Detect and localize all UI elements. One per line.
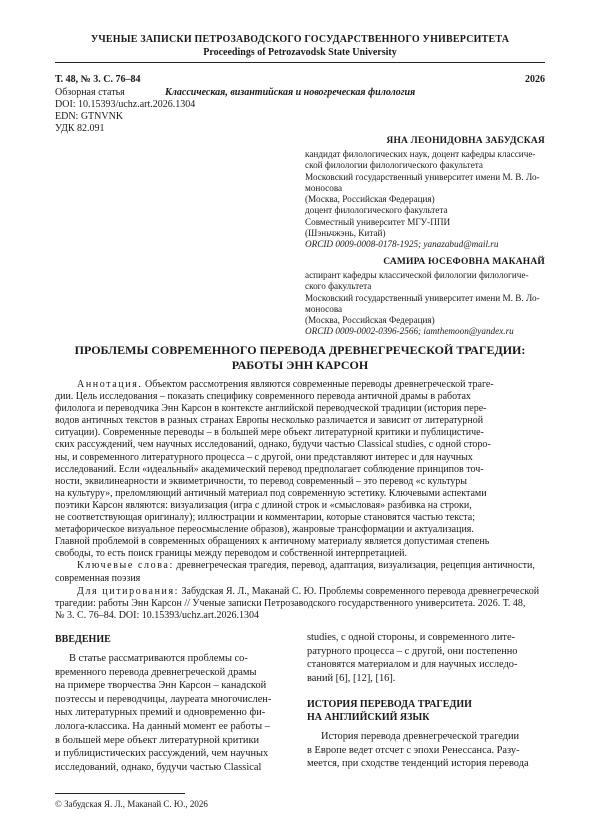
author-2-line: (Москва, Российская Федерация) (305, 315, 435, 326)
abstract-text: Объектом рассмотрения являются современные переводы древнегреческой траге- (145, 379, 494, 390)
author-2-orcid-email[interactable]: ORCID 0009-0002-0396-2566; iamthemoon@yandex.ru (305, 326, 514, 337)
author-1-line: (Москва, Российская Федерация) (305, 194, 435, 205)
intro-line: В статье рассматриваются проблемы со- (69, 653, 248, 664)
abstract-line: метафорическое визуальное переосмысление образов), жанровые трансформации и актуализация. (55, 524, 474, 536)
intro-right-line: studies, с одной стороны, и современного лите- (307, 632, 516, 643)
citation-line-2: трагедии: работы Энн Карсон // Ученые записки Петрозаводского государственного университета. 2026. Т. 48, (55, 597, 526, 609)
copyright: © Забудская Я. Л., Маканай С. Ю., 2026 (55, 799, 208, 809)
history-line: История перевода древнегреческой трагедии (321, 731, 520, 742)
footnote-divider (55, 793, 185, 794)
doi[interactable]: DOI: 10.15393/uchz.art.2026.1304 (55, 99, 196, 110)
citation-line-3: № 3. С. 76–84. DOI: 10.15393/uchz.art.2026.1304 (55, 609, 259, 621)
history-heading (307, 698, 472, 724)
intro-line: и публицистических рассуждений, чем научных (55, 748, 269, 760)
article-title (0, 343, 600, 373)
author-1-line: (Шэньчжэнь, Китай) (305, 228, 386, 239)
author-2-line: моносова (305, 303, 343, 314)
history-text (307, 730, 545, 771)
journal-title-en: Proceedings of Petrozavodsk State University (203, 47, 397, 58)
citation-label: Для цитирования: (77, 585, 180, 597)
intro-line: исследований, однако, будучи частью Classical (55, 761, 262, 773)
author-1-line: доцент филологического факультета (305, 205, 448, 216)
intro-line: поэтессы и переводчицы, лауреата многочислен- (55, 693, 272, 705)
header-divider (55, 62, 545, 63)
issue-year: 2026 (525, 74, 545, 85)
keywords-text: древнегреческая трагедия, перевод, адаптация, визуализация, рецепция античности, (176, 560, 535, 572)
abstract-line: ности, эквилинеарности и эквиметричности, то перевод современный – это перевод «с культуры (55, 475, 468, 487)
abstract-line: ситуации). Современные переводы – в большей мере объект литературной критики и публицистиче- (55, 427, 484, 439)
history-line: меется, при сходстве тенденций история перевода (307, 758, 529, 770)
udk: УДК 82.091 (55, 123, 105, 134)
intro-right-column (307, 631, 545, 685)
intro-line: на примере творчества Энн Карсон – канадской (55, 680, 267, 692)
abstract-line: исследований. Если «идеальный» академический перевод предполагает соблюдение принципов точ- (55, 463, 484, 475)
author-1-name: ЯНА ЛЕОНИДОВНА ЗАБУДСКАЯ (386, 136, 545, 146)
author-2-line: Московский государственный университет имени М. В. Ло- (305, 292, 540, 303)
intro-line: временного перевода древнегреческой драмы (55, 666, 257, 678)
abstract-line: не соответствующая оригиналу); иллюстрации и комментарии, которые становятся частью текста; (55, 512, 475, 524)
author-1-line: Совместный университет МГУ-ППИ (305, 216, 451, 227)
abstract-label: Аннотация. (77, 379, 143, 390)
article-type: Обзорная статья (55, 87, 125, 98)
abstract-line: поэтики Карсон являются: визуализация (игра с длиной строк и «смысловая» разбивка на строки, (55, 499, 472, 511)
history-line: в Европе ведет отсчет с эпохи Ренессанса. Разу- (307, 744, 520, 756)
author-2-line: ского факультета (305, 281, 372, 292)
edn: EDN: GTNVNK (55, 111, 124, 122)
intro-right-line: ваний [6], [12], [16]. (307, 672, 396, 684)
intro-right-line: ратурного процесса – с другой, они постепенно (307, 645, 518, 657)
author-1-affiliation (305, 149, 550, 251)
keywords-label: Ключевые слова: (77, 560, 174, 572)
journal-title-ru: УЧЕНЫЕ ЗАПИСКИ ПЕТРОЗАВОДСКОГО ГОСУДАРСТВЕННОГО УНИВЕРСИТЕТА (90, 34, 510, 45)
article-title-line-2: РАБОТЫ ЭНН КАРСОН (231, 358, 369, 372)
abstract (55, 379, 545, 622)
intro-left-column (55, 652, 293, 774)
author-2-name: САМИРА ЮСЕФОВНА МАКАНАЙ (383, 257, 545, 267)
article-title-line-1: ПРОБЛЕМЫ СОВРЕМЕННОГО ПЕРЕВОДА ДРЕВНЕГРЕЧЕСКОЙ ТРАГЕДИИ: (74, 343, 526, 357)
author-1-line: ской филологии филологического факультета (305, 160, 483, 171)
author-2-line: аспирант кафедры классической филологии филологиче- (305, 270, 529, 280)
abstract-line: дии. Цель исследования – показать специфику современного перевода античной драмы в работах (55, 391, 471, 403)
history-heading-line-1: ИСТОРИЯ ПЕРЕВОДА ТРАГЕДИИ (307, 699, 472, 710)
abstract-line: свободы, то есть поиск границы между переводом и собственной интерпретацией. (55, 548, 407, 560)
article-rubric: Классическая, византийская и новогреческая филология (165, 87, 416, 98)
abstract-first-line (55, 379, 545, 391)
intro-heading: ВВЕДЕНИЕ (55, 634, 111, 645)
intro-line: лолога-классика. На данный момент ее работы – (55, 720, 270, 732)
abstract-line: на культуру», преломляющий античный материал под современную эстетику. Ключевыми аспектами (55, 487, 487, 499)
intro-right-line: становятся материалом и для научных исследо- (307, 659, 518, 671)
issue-info: Т. 48, № 3. С. 76–84 (55, 74, 141, 85)
abstract-line: водов античных текстов в разных странах Европы несколько различается и зависит от литературной (55, 415, 484, 427)
author-1-line: Московский государственный университет имени М. В. Ло- (305, 171, 540, 182)
intro-line: в большей мере объект литературной критики (55, 734, 260, 746)
author-1-line: кандидат филологических наук, доцент кафедры классиче- (305, 149, 536, 159)
author-1-orcid-email[interactable]: ORCID 0009-0008-0178-1925; yanazabud@mail.ru (305, 239, 499, 250)
citation-text: Забудская Я. Л., Маканай С. Ю. Проблемы современного перевода древнегреческой (181, 585, 540, 597)
citation-line (55, 586, 545, 598)
author-1-line: моносова (305, 182, 343, 193)
abstract-line: филолога и переводчика Энн Карсон в контексте английской переводческой традиции (история пере- (55, 403, 487, 415)
keywords-line-2: современная поэзия (55, 572, 141, 584)
intro-line: ных литературных премий и одновременно фи- (55, 707, 266, 719)
keywords-line (55, 560, 545, 572)
abstract-line: ны, и современного литературного процесса – с другой, они представляют интерес и для научных (55, 451, 473, 463)
abstract-line: Главной проблемой в современных обращениях к античному материалу является допустимая степень (55, 536, 490, 548)
abstract-line: ских рассуждений, чем научных исследований, однако, будучи частью Classical studies, с одной сторо- (55, 439, 491, 451)
author-2-affiliation (305, 270, 550, 338)
history-heading-line-2: НА АНГЛИЙСКИЙ ЯЗЫК (307, 712, 430, 723)
